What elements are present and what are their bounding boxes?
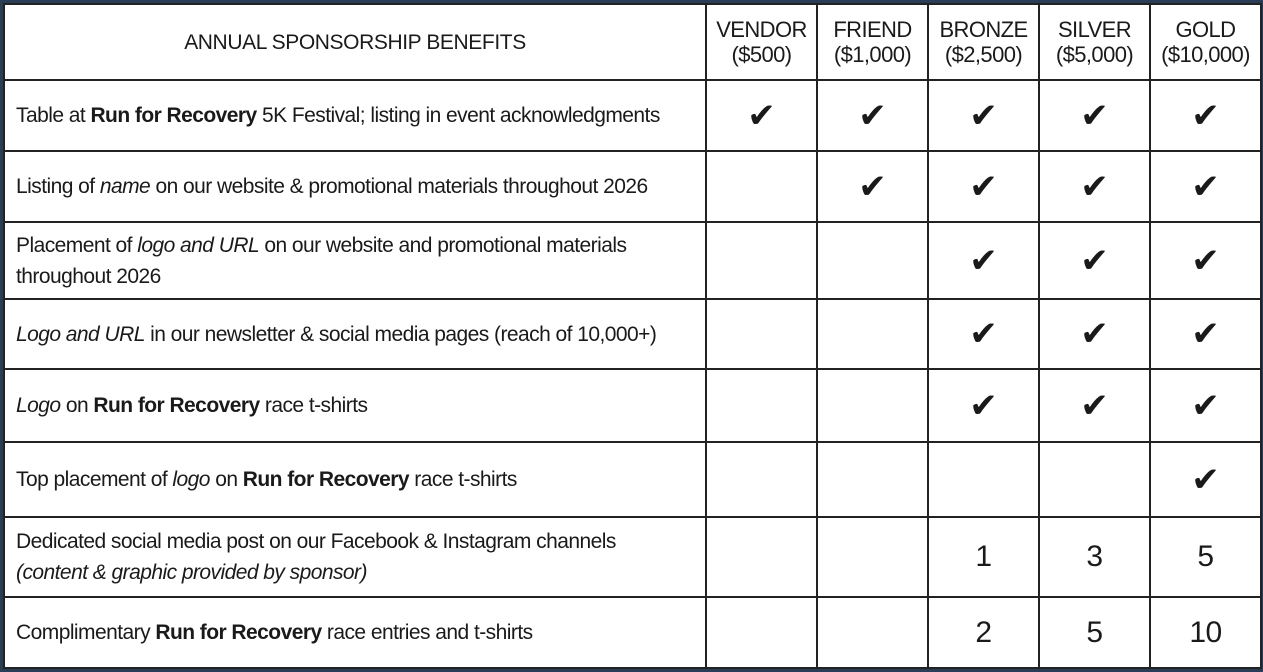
tier-price: ($5,000) (1055, 42, 1134, 67)
benefit-text-segment: Listing of (16, 175, 100, 199)
tier-header-bronze (928, 4, 1039, 80)
benefit-text-segment: on our website and promotional materials throughout 2026 (16, 233, 627, 288)
tier-name: FRIEND (833, 17, 912, 42)
tier-price: ($10,000) (1161, 42, 1250, 67)
benefit-text-segment: 5K Festival; listing in event acknowledgments (256, 104, 660, 128)
checkmark-icon: ✔ (928, 369, 1039, 443)
benefit-text-segment: Logo (16, 394, 61, 418)
benefit-text-segment: on (60, 394, 94, 418)
empty-cell (706, 597, 817, 668)
benefit-count-gold: 10 (1150, 597, 1261, 668)
checkmark-icon: ✔ (1150, 299, 1261, 368)
benefit-text-segment: Placement of (16, 233, 138, 257)
benefit-text-segment: race t-shirts (409, 468, 517, 492)
benefit-text-segment: Run for Recovery (242, 468, 410, 492)
sponsorship-benefits-table (3, 3, 1262, 669)
benefit-text-segment: logo (172, 468, 210, 492)
benefit-text-segment: logo and URL (137, 233, 260, 257)
empty-cell (817, 517, 928, 598)
checkmark-icon: ✔ (928, 299, 1039, 368)
benefit-text-segment: on our website & promotional materials throughout 2026 (150, 175, 648, 199)
benefit-text-segment: Top placement of (16, 468, 173, 492)
benefit-text-segment: on (209, 468, 243, 492)
benefit-count-gold: 5 (1150, 517, 1261, 598)
benefit-text-segment: name (99, 175, 151, 199)
tier-header-vendor (706, 4, 817, 80)
empty-cell (706, 151, 817, 221)
checkmark-icon: ✔ (928, 151, 1039, 221)
benefit-description (4, 597, 706, 668)
benefit-description (4, 299, 706, 368)
empty-cell (817, 442, 928, 517)
table-row (4, 517, 1261, 598)
table-row (4, 597, 1261, 668)
tier-price: ($500) (731, 42, 792, 67)
checkmark-icon: ✔ (1150, 80, 1261, 151)
benefits-column-header: ANNUAL SPONSORSHIP BENEFITS (4, 4, 706, 80)
checkmark-icon: ✔ (1150, 369, 1261, 443)
checkmark-icon: ✔ (1039, 299, 1150, 368)
checkmark-icon: ✔ (817, 151, 928, 221)
tier-name: SILVER (1057, 17, 1132, 42)
benefit-text-segment: Logo and URL (16, 322, 145, 346)
checkmark-icon: ✔ (817, 80, 928, 151)
checkmark-icon: ✔ (1039, 151, 1150, 221)
checkmark-icon: ✔ (1039, 80, 1150, 151)
benefit-text-segment: Run for Recovery (93, 394, 260, 418)
benefit-text-segment: Run for Recovery (155, 621, 322, 645)
tier-header-friend (817, 4, 928, 80)
empty-cell (706, 517, 817, 598)
empty-cell (817, 369, 928, 443)
benefit-count-bronze: 1 (928, 517, 1039, 598)
benefit-text-segment: Dedicated social media post on our Facebook & Instagram channels (16, 530, 616, 554)
table-row (4, 369, 1261, 443)
benefit-count-silver: 3 (1039, 517, 1150, 598)
tier-name: BRONZE (939, 17, 1028, 42)
checkmark-icon: ✔ (706, 80, 817, 151)
benefit-description (4, 222, 706, 300)
empty-cell (706, 222, 817, 300)
benefit-count-silver: 5 (1039, 597, 1150, 668)
empty-cell (817, 597, 928, 668)
benefit-description (4, 151, 706, 221)
benefit-description (4, 442, 706, 517)
checkmark-icon: ✔ (1150, 222, 1261, 300)
benefit-count-bronze: 2 (928, 597, 1039, 668)
benefit-text-segment: race entries and t-shirts (321, 621, 533, 645)
empty-cell (706, 299, 817, 368)
tier-name: GOLD (1175, 17, 1236, 42)
benefit-text-segment: Run for Recovery (90, 104, 257, 128)
checkmark-icon: ✔ (928, 80, 1039, 151)
benefit-description (4, 517, 706, 598)
benefit-text-segment: Complimentary (16, 621, 156, 645)
benefit-rows (4, 80, 1261, 668)
table-row (4, 442, 1261, 517)
benefit-description (4, 80, 706, 151)
checkmark-icon: ✔ (928, 222, 1039, 300)
tier-header-silver (1039, 4, 1150, 80)
empty-cell (928, 442, 1039, 517)
empty-cell (706, 369, 817, 443)
empty-cell (1039, 442, 1150, 517)
table-row (4, 80, 1261, 151)
benefit-text-segment: Table at (16, 104, 91, 128)
empty-cell (817, 222, 928, 300)
table-row (4, 222, 1261, 300)
tier-price: ($2,500) (944, 42, 1023, 67)
tier-price: ($1,000) (833, 42, 912, 67)
checkmark-icon: ✔ (1150, 442, 1261, 517)
table-row (4, 151, 1261, 221)
checkmark-icon: ✔ (1150, 151, 1261, 221)
benefit-text-segment: race t-shirts (259, 394, 368, 418)
table-header-row (4, 4, 1261, 80)
empty-cell (817, 299, 928, 368)
empty-cell (706, 442, 817, 517)
benefit-text-segment: in our newsletter & social media pages (reach of 10,000+) (144, 322, 657, 346)
benefit-description (4, 369, 706, 443)
table-row (4, 299, 1261, 368)
tier-header-gold (1150, 4, 1261, 80)
checkmark-icon: ✔ (1039, 222, 1150, 300)
benefit-subtext: (content & graphic provided by sponsor) (16, 561, 367, 585)
checkmark-icon: ✔ (1039, 369, 1150, 443)
tier-name: VENDOR (716, 17, 807, 42)
